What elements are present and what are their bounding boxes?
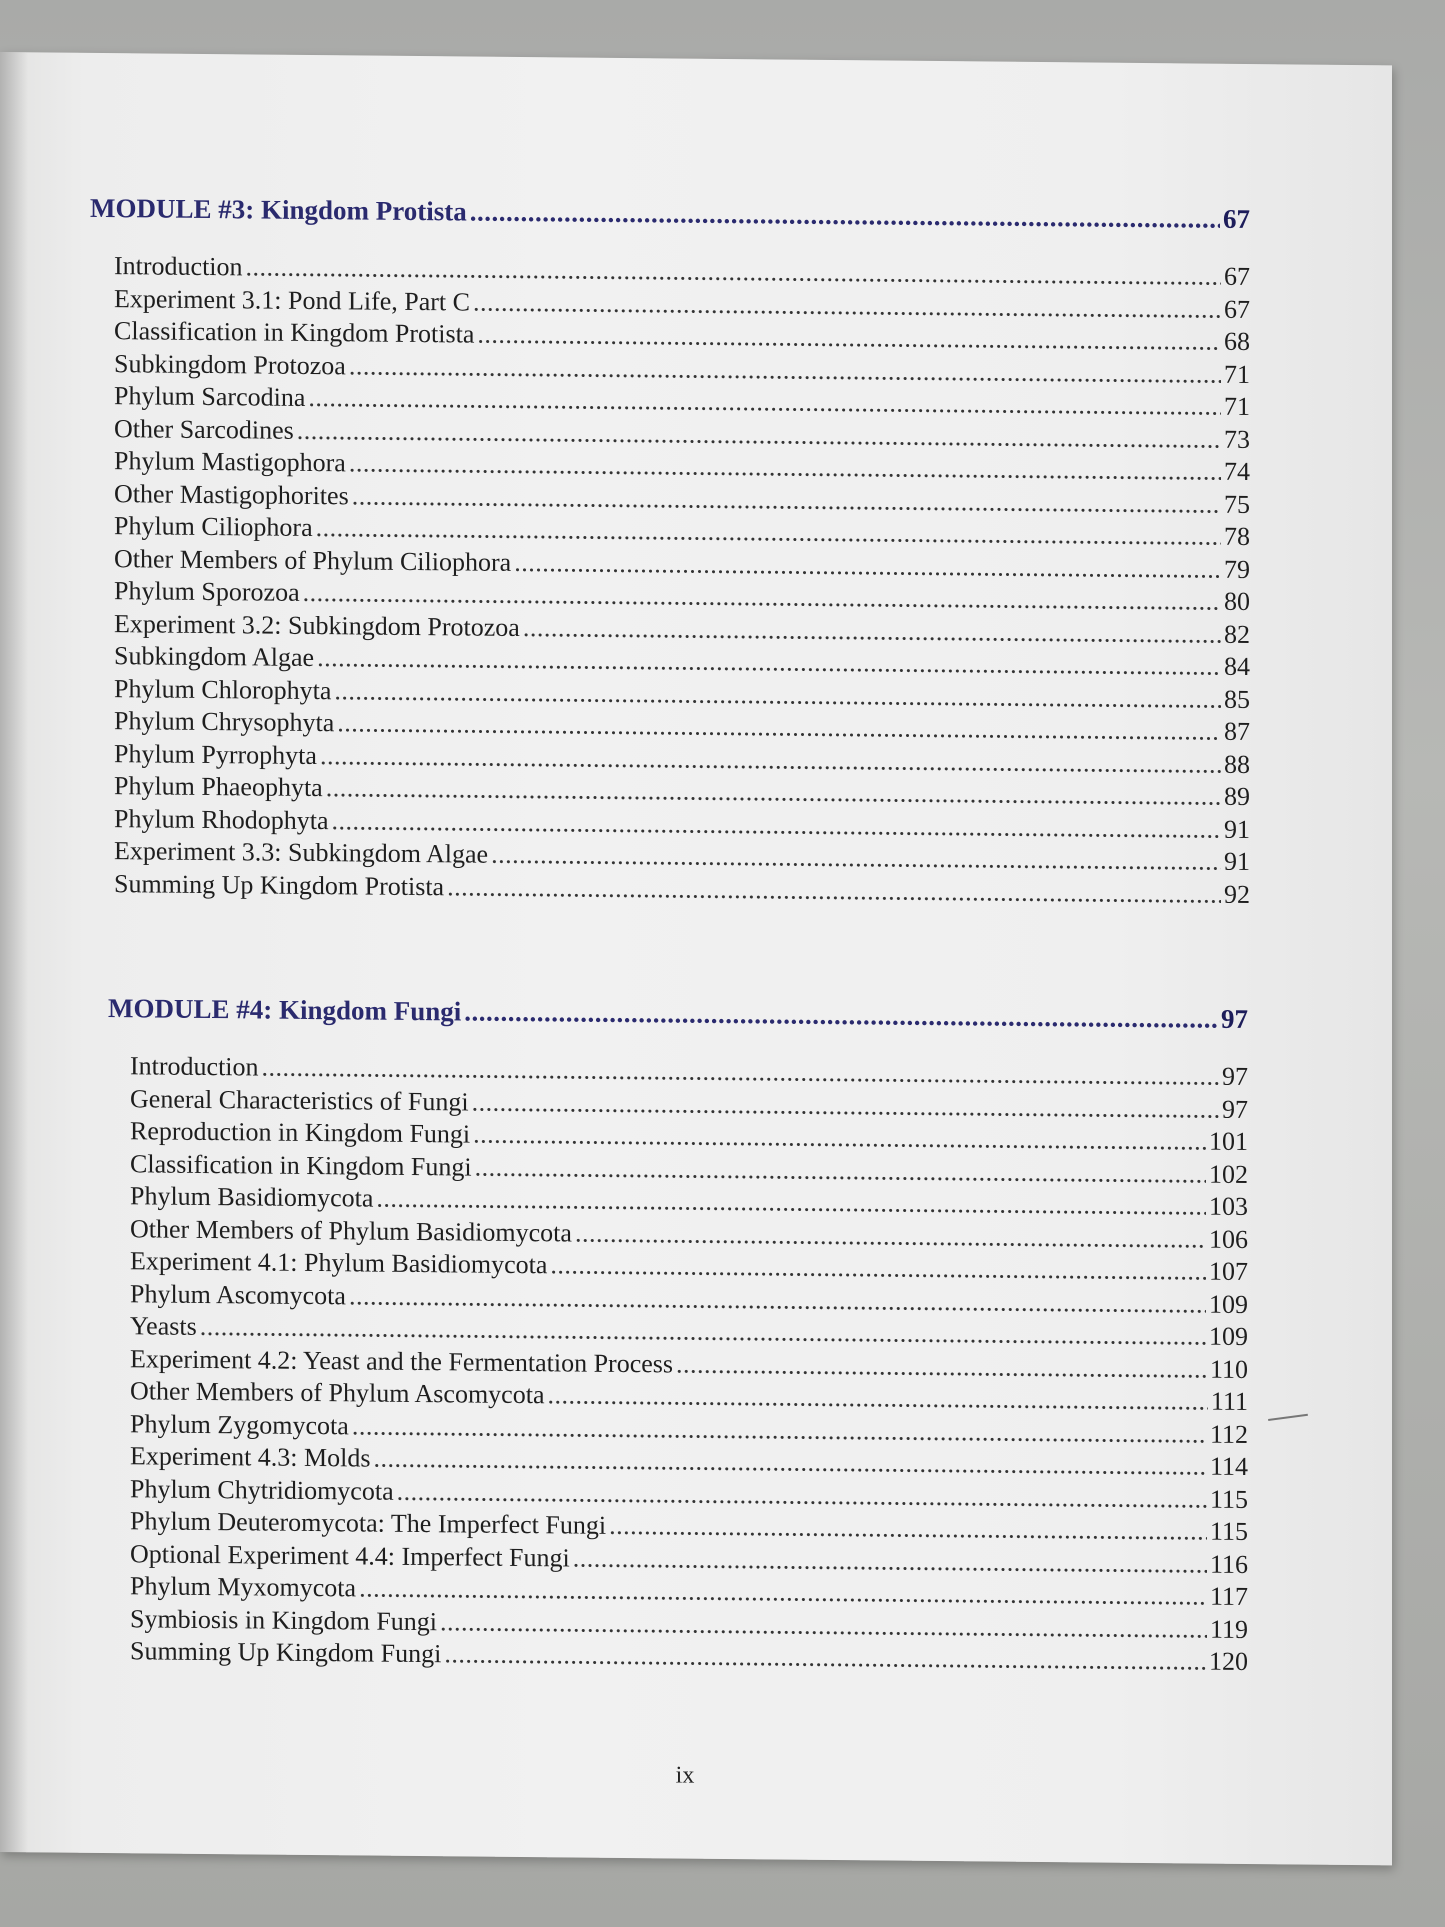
toc-entry-page-number: 120 [1209, 1646, 1248, 1676]
toc-entry-page-number: 114 [1209, 1451, 1248, 1481]
toc-entry-page-number: 109 [1209, 1321, 1248, 1351]
module-title: MODULE #3: Kingdom Protista [90, 192, 467, 227]
toc-entry-page-number: 115 [1209, 1516, 1248, 1546]
toc-entry-title: Experiment 3.2: Subkingdom Protozoa [114, 608, 520, 642]
toc-entry-page-number: 119 [1209, 1614, 1248, 1644]
toc-entry-title: Subkingdom Algae [114, 641, 315, 673]
toc-entry-title: Phylum Pyrrophyta [114, 738, 317, 770]
toc-entry-page-number: 74 [1224, 456, 1250, 486]
toc-entry-page-number: 82 [1224, 619, 1250, 649]
toc-entry-page-number: 103 [1209, 1191, 1248, 1221]
toc-entry-title: Summing Up Kingdom Fungi [130, 1636, 442, 1669]
toc-entry-page-number: 91 [1224, 814, 1250, 844]
toc-entry-title: Classification in Kingdom Protista [114, 316, 475, 349]
toc-entry-title: Optional Experiment 4.4: Imperfect Fungi [130, 1538, 570, 1572]
toc-entry-page-number: 116 [1209, 1549, 1248, 1579]
toc-entry-page-number: 110 [1209, 1354, 1248, 1384]
dot-leader [470, 197, 1220, 235]
toc-entry-title: Experiment 3.3: Subkingdom Algae [114, 836, 489, 869]
toc-entry-page-number: 68 [1224, 326, 1250, 356]
toc-entry-page-number: 89 [1224, 781, 1250, 811]
toc-entry-title: Symbiosis in Kingdom Fungi [130, 1603, 437, 1636]
toc-entry-title: Phylum Mastigophora [114, 446, 346, 478]
toc-entry-page-number: 106 [1209, 1224, 1248, 1254]
toc-entry-page-number: 87 [1224, 716, 1250, 746]
toc-entry-title: Experiment 4.2: Yeast and the Fermentation Process [130, 1343, 674, 1378]
toc-entry-title: Phylum Chytridiomycota [130, 1473, 394, 1506]
toc-entry-page-number: 67 [1224, 261, 1250, 291]
toc-entry-page-number: 101 [1209, 1126, 1248, 1156]
toc-entry-title: Other Members of Phylum Ciliophora [114, 543, 512, 577]
toc-entry-title: Introduction [114, 251, 243, 282]
toc-entry-title: Experiment 4.1: Phylum Basidiomycota [130, 1246, 548, 1280]
toc-entry-title: Phylum Rhodophyta [114, 803, 329, 835]
toc-entry-title: Other Sarcodines [114, 413, 294, 445]
toc-entry-title: Classification in Kingdom Fungi [130, 1148, 472, 1182]
toc-entry-title: Phylum Zygomycota [130, 1408, 349, 1440]
module-page-number: 97 [1221, 1003, 1248, 1034]
toc-entry-title: Other Mastigophorites [114, 478, 349, 510]
toc-entry-title: Reproduction in Kingdom Fungi [130, 1116, 471, 1149]
toc-entry-title: Phylum Ciliophora [114, 511, 313, 543]
toc-entry-title: Introduction [130, 1051, 259, 1082]
toc-entry-page-number: 102 [1209, 1159, 1248, 1189]
toc-entry-page-number: 79 [1224, 554, 1250, 584]
toc-entry-page-number: 91 [1224, 846, 1250, 876]
dot-leader [676, 1348, 1207, 1386]
book-page [0, 52, 1392, 1865]
module-title: MODULE #4: Kingdom Fungi [108, 993, 462, 1027]
toc-entry-title: Experiment 4.3: Molds [130, 1441, 371, 1473]
toc-entry-list [90, 250, 1250, 911]
toc-entry-title: Phylum Phaeophyta [114, 771, 323, 803]
toc-entry-title: Phylum Chlorophyta [114, 673, 332, 705]
toc-entry-page-number: 67 [1224, 294, 1250, 324]
binding-shadow [0, 52, 28, 1852]
toc-entry-title: Subkingdom Protozoa [114, 348, 346, 380]
toc-entry-page-number: 84 [1224, 651, 1250, 681]
pencil-mark [1268, 1414, 1308, 1421]
toc-entry-page-number: 107 [1209, 1256, 1248, 1286]
toc-entry-title: Phylum Chrysophyta [114, 706, 335, 738]
toc-entry-title: Phylum Basidiomycota [130, 1181, 374, 1213]
toc-entry-list [108, 1050, 1248, 1678]
toc-entry-page-number: 115 [1209, 1484, 1248, 1514]
dot-leader [447, 871, 1221, 911]
toc-entry-title: Experiment 3.1: Pond Life, Part C [114, 283, 471, 317]
toc-entry-page-number: 92 [1224, 879, 1250, 909]
toc-entry-page-number: 71 [1224, 391, 1250, 421]
toc-entry-page-number: 88 [1224, 749, 1250, 779]
toc-entry-page-number: 97 [1222, 1094, 1248, 1124]
toc-entry-page-number: 85 [1224, 684, 1250, 714]
toc-entry-page-number: 80 [1224, 586, 1250, 616]
toc-entry-page-number: 73 [1224, 424, 1250, 454]
toc-entry-title: Phylum Deuteromycota: The Imperfect Fungi [130, 1506, 607, 1540]
toc-entry-title: Other Members of Phylum Basidiomycota [130, 1213, 572, 1247]
toc-entry-page-number: 112 [1209, 1419, 1248, 1449]
toc-entry-page-number: 111 [1210, 1386, 1248, 1416]
module-heading [90, 193, 1250, 235]
page-folio: ix [675, 1762, 695, 1789]
toc-module-3 [90, 193, 1250, 911]
dot-leader [464, 996, 1218, 1034]
toc-entry-title: Phylum Ascomycota [130, 1278, 346, 1310]
toc-entry-title: Phylum Sporozoa [114, 576, 300, 607]
toc-entry-page-number: 71 [1224, 359, 1250, 389]
toc-entry-title: Summing Up Kingdom Protista [114, 868, 445, 901]
module-heading [108, 993, 1248, 1035]
toc-entry-page-number: 109 [1209, 1289, 1248, 1319]
toc-entry-title: Phylum Sarcodina [114, 381, 306, 412]
toc-entry-page-number: 97 [1222, 1061, 1248, 1091]
toc-entry-title: Other Members of Phylum Ascomycota [130, 1376, 545, 1410]
dot-leader [444, 1638, 1206, 1678]
toc-entry-title: Yeasts [130, 1311, 197, 1341]
toc-entry-page-number: 117 [1209, 1581, 1248, 1611]
toc-module-4 [108, 993, 1248, 1678]
toc-entry-title: General Characteristics of Fungi [130, 1083, 469, 1116]
toc-entry-page-number: 75 [1224, 489, 1250, 519]
toc-entry-title: Phylum Myxomycota [130, 1571, 357, 1603]
module-page-number: 67 [1223, 203, 1250, 234]
toc-entry-page-number: 78 [1224, 521, 1250, 551]
